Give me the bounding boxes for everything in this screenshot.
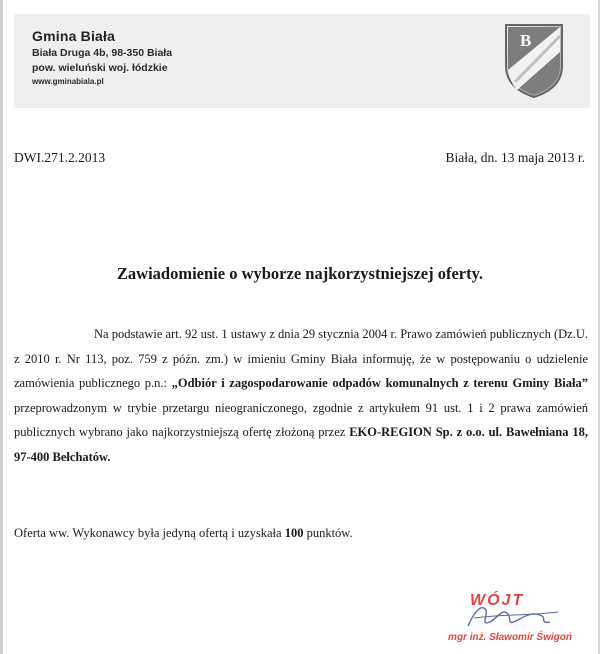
winning-bidder: EKO-REGION Sp. z o.o. ul. Bawełniana 18, 97-400 Bełchatów. — [14, 425, 588, 464]
body-text-part1: Na podstawie art. 92 ust. 1 ustawy z dnia 29 stycznia 2004 r. Prawo zamówień publicznych (Dz.U. z 2010 r. Nr 113, poz. 759 z późn. zm.) w imieniu Gminy Biała informuję, że w postępowaniu o udzielenie zamówienia publicznego p.n.: — [14, 327, 588, 390]
offer-points-label: punktów. — [303, 526, 353, 540]
offer-summary — [14, 526, 353, 541]
signatory-name: mgr inż. Sławomir Świgoń — [448, 632, 572, 643]
signature-stamp — [430, 586, 590, 652]
coat-of-arms-icon — [503, 22, 565, 100]
tender-name: „Odbiór i zagospodarowanie odpadów komunalnych z terenu Gminy Biała” — [171, 376, 588, 390]
notice-body — [14, 322, 588, 469]
document-reference: DWI.271.2.2013 — [14, 150, 106, 165]
svg-text:B: B — [520, 31, 532, 50]
municipality-address: Biała Druga 4b, 98-350 Biała — [32, 47, 173, 59]
municipality-district: pow. wieluński woj. łódzkie — [32, 62, 168, 74]
handwritten-signature — [430, 596, 590, 636]
municipality-website: www.gminabiala.pl — [32, 77, 104, 86]
scan-edge-left — [0, 0, 3, 654]
offer-points: 100 — [284, 526, 304, 540]
place-and-date: Biała, dn. 13 maja 2013 r. — [445, 150, 585, 165]
signature-role: WÓJT — [470, 592, 525, 609]
document-title: Zawiadomienie o wyborze najkorzystniejszej oferty. — [116, 264, 484, 283]
municipality-name: Gmina Biała — [32, 28, 116, 44]
offer-text: Oferta ww. Wykonawcy była jedyną ofertą i uzyskała — [14, 526, 285, 540]
body-text-part2: przeprowadzonym w trybie przetargu nieograniczonego, zgodnie z artykułem 91 ust. 1 i 2 prawa zamówień publicznych wybrano jako najkorzystniejszą ofertę złożoną przez — [14, 400, 588, 439]
letterhead-text — [32, 28, 172, 86]
